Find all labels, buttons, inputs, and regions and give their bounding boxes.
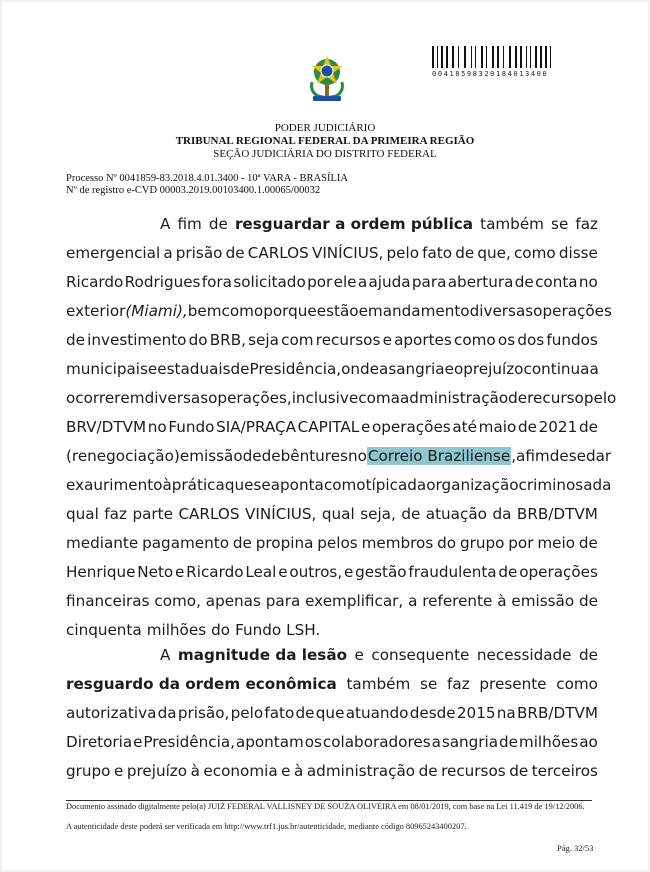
word: também bbox=[480, 215, 544, 233]
word: e bbox=[113, 762, 124, 780]
paragraph-line bbox=[66, 326, 598, 355]
word: e bbox=[360, 418, 371, 436]
word: emergencial bbox=[66, 244, 161, 262]
word: estaduais bbox=[157, 360, 231, 378]
word: de bbox=[418, 762, 438, 780]
word: solicitado bbox=[233, 273, 306, 291]
word: onde bbox=[341, 360, 379, 378]
word: prisão bbox=[175, 244, 223, 262]
paragraph-line bbox=[66, 210, 598, 239]
word: CAPITAL bbox=[297, 418, 360, 436]
barcode-bar bbox=[532, 46, 534, 68]
barcode-bar bbox=[432, 46, 434, 68]
word: fim bbox=[525, 447, 550, 465]
word: Diretoria bbox=[66, 733, 133, 751]
word: outros, bbox=[289, 563, 343, 581]
word: como bbox=[556, 675, 598, 693]
word: ocorrer bbox=[66, 389, 121, 407]
barcode-bar bbox=[509, 46, 511, 68]
word: seja bbox=[248, 331, 279, 349]
word: ajuda bbox=[368, 273, 411, 291]
word: necessidade bbox=[476, 646, 572, 664]
word: (Miami), bbox=[125, 302, 188, 320]
word: A bbox=[160, 646, 171, 664]
barcode-bar bbox=[446, 46, 448, 68]
word: apontam bbox=[235, 733, 304, 751]
barcode-bar bbox=[550, 46, 551, 68]
word: a bbox=[431, 733, 441, 751]
word: operações, bbox=[208, 389, 292, 407]
word: pelos bbox=[317, 534, 358, 552]
word: de bbox=[242, 447, 262, 465]
paragraph-line bbox=[66, 529, 598, 558]
header-judiciary: PODER JUDICIÁRIO bbox=[274, 122, 376, 134]
word: os bbox=[304, 733, 322, 751]
page-number: Pág. 32/53 bbox=[557, 843, 594, 853]
word: porque bbox=[263, 302, 317, 320]
paragraph-line bbox=[66, 558, 598, 587]
word: pagamento bbox=[142, 534, 230, 552]
word: BRB/DTVM bbox=[516, 505, 598, 523]
document-page bbox=[2, 2, 648, 870]
word: diversas bbox=[144, 389, 209, 407]
word: de bbox=[579, 646, 598, 664]
word: se bbox=[253, 476, 271, 494]
paragraph-line bbox=[66, 757, 598, 786]
word: recursos bbox=[441, 762, 506, 780]
word: do bbox=[211, 621, 231, 639]
barcode-bar bbox=[523, 46, 525, 68]
brazil-coat-of-arms-icon bbox=[304, 52, 350, 104]
paragraph-line bbox=[66, 297, 612, 326]
word: de bbox=[455, 244, 475, 262]
word: aponta bbox=[270, 476, 324, 494]
word: municipais bbox=[66, 360, 148, 378]
word: resguardo da ordem econômica bbox=[66, 675, 337, 693]
word: BRB, bbox=[209, 331, 246, 349]
word: andamento bbox=[382, 302, 470, 320]
word: da bbox=[407, 476, 427, 494]
word: de bbox=[578, 592, 598, 610]
word: e bbox=[444, 360, 454, 378]
word: Neto bbox=[137, 563, 174, 581]
word: de bbox=[508, 389, 528, 407]
word: atuação bbox=[425, 505, 487, 523]
paragraph-line bbox=[66, 239, 598, 268]
word: e bbox=[278, 563, 288, 581]
paragraph-line bbox=[66, 384, 617, 413]
word: milhões bbox=[146, 621, 207, 639]
word: atuando bbox=[345, 704, 409, 722]
word: que bbox=[224, 476, 254, 494]
word: BRV/DTVM bbox=[66, 418, 147, 436]
word: economia bbox=[203, 762, 278, 780]
word: e bbox=[382, 331, 392, 349]
barcode-bar bbox=[455, 46, 457, 68]
word: conta bbox=[535, 273, 578, 291]
word: grupo bbox=[459, 534, 505, 552]
word: à bbox=[190, 762, 200, 780]
word: a bbox=[357, 273, 368, 291]
barcode-bar bbox=[530, 46, 531, 68]
word: de bbox=[66, 331, 85, 349]
barcode-bar bbox=[503, 46, 504, 68]
word: bem bbox=[187, 302, 222, 320]
paragraph-economic-order bbox=[66, 641, 598, 786]
barcode-bar bbox=[518, 46, 519, 68]
highlighted-text: Correio Braziliense, bbox=[367, 447, 517, 465]
word: propina bbox=[255, 534, 314, 552]
word: a bbox=[589, 360, 599, 378]
barcode-bar bbox=[515, 46, 517, 68]
word: Fundo bbox=[235, 621, 282, 639]
word: e bbox=[133, 733, 143, 751]
barcode bbox=[432, 46, 592, 78]
word: a bbox=[408, 592, 418, 610]
word: seja, bbox=[360, 505, 396, 523]
word: se bbox=[551, 215, 569, 233]
word: dar bbox=[585, 447, 612, 465]
barcode-bar bbox=[552, 46, 554, 68]
word: sangria bbox=[441, 733, 499, 751]
word: Ricardo bbox=[186, 563, 244, 581]
word: resguardar a ordem pública bbox=[234, 215, 474, 233]
paragraph-line bbox=[66, 641, 598, 670]
barcode-bar bbox=[444, 46, 445, 68]
word: o bbox=[453, 360, 464, 378]
word: disse bbox=[558, 244, 598, 262]
word: referente bbox=[422, 592, 493, 610]
word: como bbox=[221, 302, 264, 320]
word: Presidência, bbox=[143, 733, 235, 751]
word: como bbox=[454, 331, 496, 349]
word: como bbox=[513, 244, 556, 262]
word: prática bbox=[171, 476, 225, 494]
word: por bbox=[508, 534, 534, 552]
word: no bbox=[578, 273, 598, 291]
word: milhões bbox=[518, 733, 579, 751]
barcode-bar bbox=[449, 46, 451, 68]
barcode-bar bbox=[495, 46, 496, 68]
paragraph-line bbox=[66, 699, 598, 728]
word: e bbox=[147, 360, 158, 378]
word: Fundo bbox=[168, 418, 215, 436]
barcode-bar bbox=[497, 46, 499, 68]
word: fato bbox=[422, 244, 453, 262]
barcode-bar bbox=[467, 46, 470, 68]
word: em bbox=[358, 302, 383, 320]
paragraph-line bbox=[66, 728, 598, 757]
word: SIA/PRAÇA bbox=[216, 418, 296, 436]
word: de bbox=[401, 505, 421, 523]
word: fato bbox=[264, 704, 295, 722]
word: continua bbox=[523, 360, 590, 378]
word: prejuízo bbox=[126, 762, 188, 780]
paragraph-line bbox=[66, 355, 598, 384]
word: mediante bbox=[66, 534, 139, 552]
barcode-bar bbox=[477, 46, 480, 68]
word: à bbox=[294, 762, 304, 780]
word: consequente bbox=[371, 646, 470, 664]
word: por bbox=[307, 273, 333, 291]
word: desde bbox=[409, 704, 456, 722]
word: de bbox=[578, 534, 598, 552]
word: operações bbox=[371, 418, 451, 436]
word: qual bbox=[321, 505, 355, 523]
barcode-bar bbox=[475, 46, 476, 68]
barcode-bar bbox=[471, 46, 472, 68]
word: autorizativa bbox=[66, 704, 157, 722]
barcode-bar bbox=[484, 46, 485, 68]
word: faz bbox=[575, 215, 598, 233]
barcode-bar bbox=[548, 46, 549, 68]
barcode-bar bbox=[540, 46, 542, 68]
barcode-bar bbox=[528, 46, 529, 68]
word: também bbox=[346, 675, 411, 693]
word: e bbox=[343, 563, 354, 581]
word: aportes bbox=[394, 331, 452, 349]
word: 2021 bbox=[538, 418, 578, 436]
paragraph-line bbox=[66, 413, 598, 442]
word: do bbox=[188, 331, 208, 349]
word: a bbox=[390, 389, 400, 407]
word: fim bbox=[177, 215, 202, 233]
word: da bbox=[592, 476, 612, 494]
word: Presidência, bbox=[249, 360, 342, 378]
word: BRB/DTVM bbox=[517, 704, 598, 722]
word: qual bbox=[66, 505, 99, 523]
barcode-bar bbox=[526, 46, 527, 68]
barcode-bar bbox=[460, 46, 463, 68]
word: se bbox=[568, 447, 586, 465]
word: CARLOS bbox=[247, 244, 309, 262]
word: maio bbox=[478, 418, 517, 436]
word: Ricardo bbox=[66, 273, 124, 291]
paragraph-line bbox=[66, 670, 598, 699]
word: a bbox=[163, 244, 173, 262]
barcode-bar bbox=[492, 46, 494, 68]
barcode-bar bbox=[520, 46, 522, 68]
word: fundos bbox=[546, 331, 598, 349]
word: operações bbox=[533, 302, 612, 320]
word: faz bbox=[447, 675, 470, 693]
word: dos bbox=[517, 331, 545, 349]
barcode-bar bbox=[435, 46, 436, 68]
word: pelo bbox=[386, 244, 419, 262]
authenticity-note: A autenticidade deste poderá ser verificada em http://www.trf1.jus.br/autenticidade, mediante código 80965243400207. bbox=[66, 822, 467, 831]
barcode-bar bbox=[437, 46, 438, 68]
registry-number: Nº de registro e-CVD 00003.2019.00103400.1.00065/00032 bbox=[66, 185, 321, 196]
word: administração bbox=[306, 762, 416, 780]
word: exemplificar, bbox=[305, 592, 404, 610]
word: VINÍCIUS, bbox=[311, 244, 384, 262]
word: grupo bbox=[66, 762, 111, 780]
word: VINÍCIUS, bbox=[245, 505, 317, 523]
word: diversas bbox=[469, 302, 534, 320]
word: CARLOS bbox=[178, 505, 240, 523]
word: operações bbox=[519, 563, 598, 581]
word: emissão bbox=[179, 447, 243, 465]
word: em bbox=[120, 389, 145, 407]
word: debêntures bbox=[261, 447, 348, 465]
word: sangria bbox=[388, 360, 445, 378]
barcode-bar bbox=[486, 46, 487, 68]
header-section: SEÇÃO JUDICIÁRIA DO DISTRITO FEDERAL bbox=[213, 148, 437, 160]
word: da bbox=[157, 704, 177, 722]
word: ele bbox=[333, 273, 357, 291]
process-number: Processo Nº 0041859-83.2018.4.01.3400 - 10ª VARA - BRASÍLIA bbox=[66, 173, 348, 184]
barcode-bar bbox=[488, 46, 491, 68]
word: de bbox=[517, 418, 537, 436]
barcode-bar bbox=[505, 46, 508, 68]
word: prisão, bbox=[177, 704, 230, 722]
word: estão bbox=[316, 302, 359, 320]
word: e bbox=[175, 563, 185, 581]
word: cinquenta bbox=[66, 621, 142, 639]
word: como, bbox=[154, 592, 201, 610]
word: gestão bbox=[355, 563, 407, 581]
word: de bbox=[232, 534, 252, 552]
footer-divider bbox=[66, 800, 592, 801]
word: exterior bbox=[66, 302, 126, 320]
word: de bbox=[499, 733, 518, 751]
word: prejuízo bbox=[463, 360, 524, 378]
word: que bbox=[315, 704, 345, 722]
word: de bbox=[225, 244, 245, 262]
word: organização bbox=[426, 476, 519, 494]
word: criminosa bbox=[518, 476, 593, 494]
word: pelo bbox=[230, 704, 264, 722]
word: pelo bbox=[583, 389, 617, 407]
word: os bbox=[497, 331, 516, 349]
word: a bbox=[379, 360, 389, 378]
barcode-bar bbox=[535, 46, 537, 68]
barcode-bar bbox=[500, 46, 502, 68]
barcode-bar bbox=[473, 46, 474, 68]
word: financeiras bbox=[66, 592, 150, 610]
word: típica bbox=[365, 476, 408, 494]
word: exaurimento bbox=[66, 476, 163, 494]
word: de bbox=[509, 762, 529, 780]
word: com bbox=[281, 331, 314, 349]
word: de bbox=[295, 704, 315, 722]
word: 2015 bbox=[456, 704, 496, 722]
word: meio bbox=[537, 534, 575, 552]
word: apenas bbox=[205, 592, 261, 610]
word: investimento bbox=[87, 331, 187, 349]
word: na bbox=[496, 704, 516, 722]
word: de bbox=[208, 215, 228, 233]
signature-note: Documento assinado digitalmente pelo(a) JUIZ FEDERAL VALLISNEY DE SOUZA OLIVEIRA em 08/01/2019, com base na Lei 11.419 de 19/12/2006. bbox=[66, 802, 585, 811]
word: a bbox=[516, 447, 526, 465]
word: Leal bbox=[245, 563, 277, 581]
barcode-bar bbox=[481, 46, 483, 68]
word: LSH. bbox=[286, 621, 321, 639]
word: e bbox=[281, 762, 291, 780]
word: Rodrigues bbox=[124, 273, 201, 291]
word: (renegociação) bbox=[66, 447, 180, 465]
word: A bbox=[160, 215, 171, 233]
word: de bbox=[498, 563, 518, 581]
word: inclusive bbox=[291, 389, 359, 407]
barcode-bar bbox=[543, 46, 544, 68]
barcode-bar bbox=[512, 46, 514, 68]
barcode-bar bbox=[464, 46, 466, 68]
highlight-mark: Correio Braziliense bbox=[367, 447, 511, 465]
barcode-bar bbox=[458, 46, 459, 68]
word: ao bbox=[579, 733, 598, 751]
word: de bbox=[230, 360, 250, 378]
paragraph-line bbox=[66, 587, 598, 616]
header-court: TRIBUNAL REGIONAL FEDERAL DA PRIMEIRA REGIÃO bbox=[175, 135, 475, 147]
paragraph-line bbox=[66, 471, 612, 500]
word: até bbox=[452, 418, 477, 436]
paragraph-public-order bbox=[66, 210, 617, 645]
barcode-bar bbox=[441, 46, 443, 68]
word: recurso bbox=[527, 389, 584, 407]
word: de bbox=[549, 447, 569, 465]
word: no bbox=[347, 447, 367, 465]
word: abertura bbox=[447, 273, 514, 291]
word: membros bbox=[361, 534, 434, 552]
barcode-number: 00418598320184013400 bbox=[432, 70, 549, 78]
paragraph-line bbox=[66, 442, 612, 471]
word: fora bbox=[201, 273, 232, 291]
word: da bbox=[492, 505, 512, 523]
word: colaboradores bbox=[322, 733, 431, 751]
paragraph-line bbox=[66, 500, 598, 529]
word: fraudulenta bbox=[408, 563, 497, 581]
paragraph-line bbox=[66, 268, 598, 297]
word: emissão bbox=[511, 592, 575, 610]
word: administração bbox=[399, 389, 509, 407]
word: presente bbox=[479, 675, 547, 693]
word: para bbox=[265, 592, 301, 610]
word: recursos bbox=[315, 331, 381, 349]
word: que, bbox=[477, 244, 511, 262]
word: para bbox=[411, 273, 447, 291]
word: e bbox=[354, 646, 364, 664]
word: de bbox=[514, 273, 534, 291]
word: como bbox=[323, 476, 366, 494]
barcode-bar bbox=[452, 46, 454, 68]
word: Henrique bbox=[66, 563, 136, 581]
word: de bbox=[578, 418, 598, 436]
barcode-bar bbox=[545, 46, 547, 68]
word: terceiros bbox=[531, 762, 598, 780]
word: magnitude da lesão bbox=[177, 646, 348, 664]
barcode-bar bbox=[538, 46, 539, 68]
word: no bbox=[147, 418, 167, 436]
word: parte bbox=[132, 505, 173, 523]
word: se bbox=[420, 675, 438, 693]
barcode-bars bbox=[432, 46, 592, 68]
word: à bbox=[497, 592, 507, 610]
word: do bbox=[437, 534, 457, 552]
barcode-bar bbox=[439, 46, 440, 68]
word: à bbox=[162, 476, 172, 494]
word: com bbox=[358, 389, 391, 407]
word: faz bbox=[104, 505, 127, 523]
